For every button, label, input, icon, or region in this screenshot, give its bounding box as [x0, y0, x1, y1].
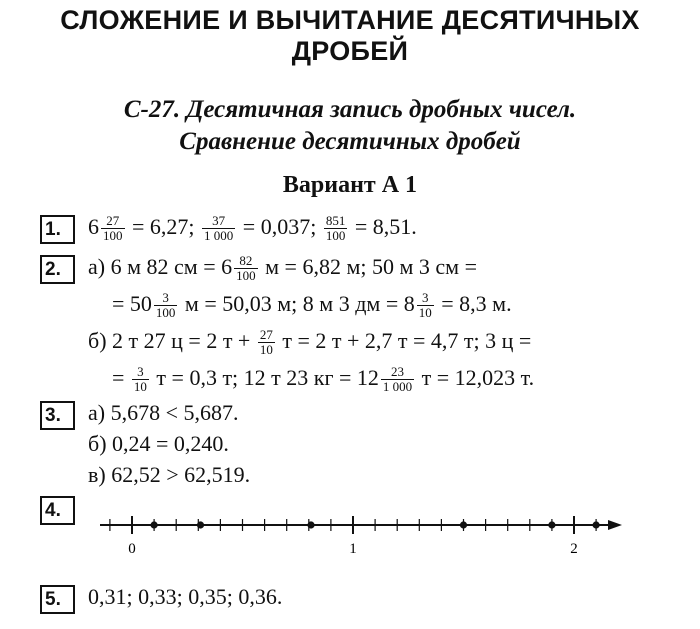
fraction: $\frac{27}{10}$ [259, 327, 273, 358]
task-3a: а) 5,678 < 5,687. [88, 400, 239, 425]
number-line-point [307, 521, 314, 528]
chapter-title-line2: ДРОБЕЙ [291, 36, 409, 66]
fraction: $\frac{3}{10}$ [418, 290, 432, 321]
task-number-1: 1. [40, 215, 75, 244]
fraction: $\frac{23}{1 000}$ [382, 364, 413, 395]
axis-tick-label: 0 [128, 541, 136, 557]
fraction: $\frac{82}{100}$ [236, 253, 256, 284]
fraction: $\frac{3}{100}$ [155, 290, 176, 321]
number-line [0, 495, 700, 575]
task-2b-line2: = $\frac{3}{10}$ т = 0,3 т; 12 т 23 кг = 12 $\frac{23}{1 000}$ т = 12,023 т. [112, 364, 535, 395]
task-number-4: 4. [40, 496, 75, 525]
variant-heading: Вариант А 1 [282, 172, 418, 198]
number-line-point [593, 521, 600, 528]
number-line-point [460, 521, 467, 528]
section-title-line1: С-27. Десятичная запись дробных чисел. [123, 96, 577, 123]
fraction: $\frac{851}{100}$ [325, 213, 346, 244]
task-3b: б) 0,24 = 0,240. [88, 431, 229, 456]
task-2b-line1: б) 2 т 27 ц = 2 т + $\frac{27}{10}$ т = 2 т + 2,7 т = 4,7 т; 3 ц = [88, 327, 532, 358]
number-line-point [197, 521, 204, 528]
task-2a-line1: а) 6 м 82 см = 6 $\frac{82}{100}$ м = 6,82 м; 50 м 3 см = [88, 253, 477, 284]
task-2a-line2: = 50 $\frac{3}{100}$ м = 50,03 м; 8 м 3 дм = 8 $\frac{3}{10}$ = 8,3 м. [112, 290, 512, 321]
task-number-3: 3. [40, 401, 75, 430]
chapter-title-line1: СЛОЖЕНИЕ И ВЫЧИТАНИЕ ДЕСЯТИЧНЫХ [60, 5, 640, 35]
task-1-whole: 6 [88, 214, 99, 239]
fraction: $\frac{3}{10}$ [133, 364, 147, 395]
task-number-5: 5. [40, 585, 75, 614]
task-3c: в) 62,52 > 62,519. [88, 462, 251, 487]
section-title-line2: Сравнение десятичных дробей [179, 128, 521, 155]
axis-tick-label: 2 [570, 541, 578, 557]
fraction: $\frac{37}{1 000}$ [204, 213, 234, 244]
number-line-point [548, 521, 555, 528]
task-1-line: 6 $\frac{27}{100}$ = 6,27; $\frac{37}{1 000}$ = 0,037; $\frac{851}{100}$ = 8,51. [88, 213, 417, 244]
axis-tick-label: 1 [349, 541, 357, 557]
axis-arrow-icon [608, 520, 622, 530]
task-number-2: 2. [40, 255, 75, 284]
fraction: $\frac{27}{100}$ [103, 213, 123, 244]
number-line-point [151, 521, 158, 528]
task-5-answer: 0,31; 0,33; 0,35; 0,36. [88, 584, 283, 609]
